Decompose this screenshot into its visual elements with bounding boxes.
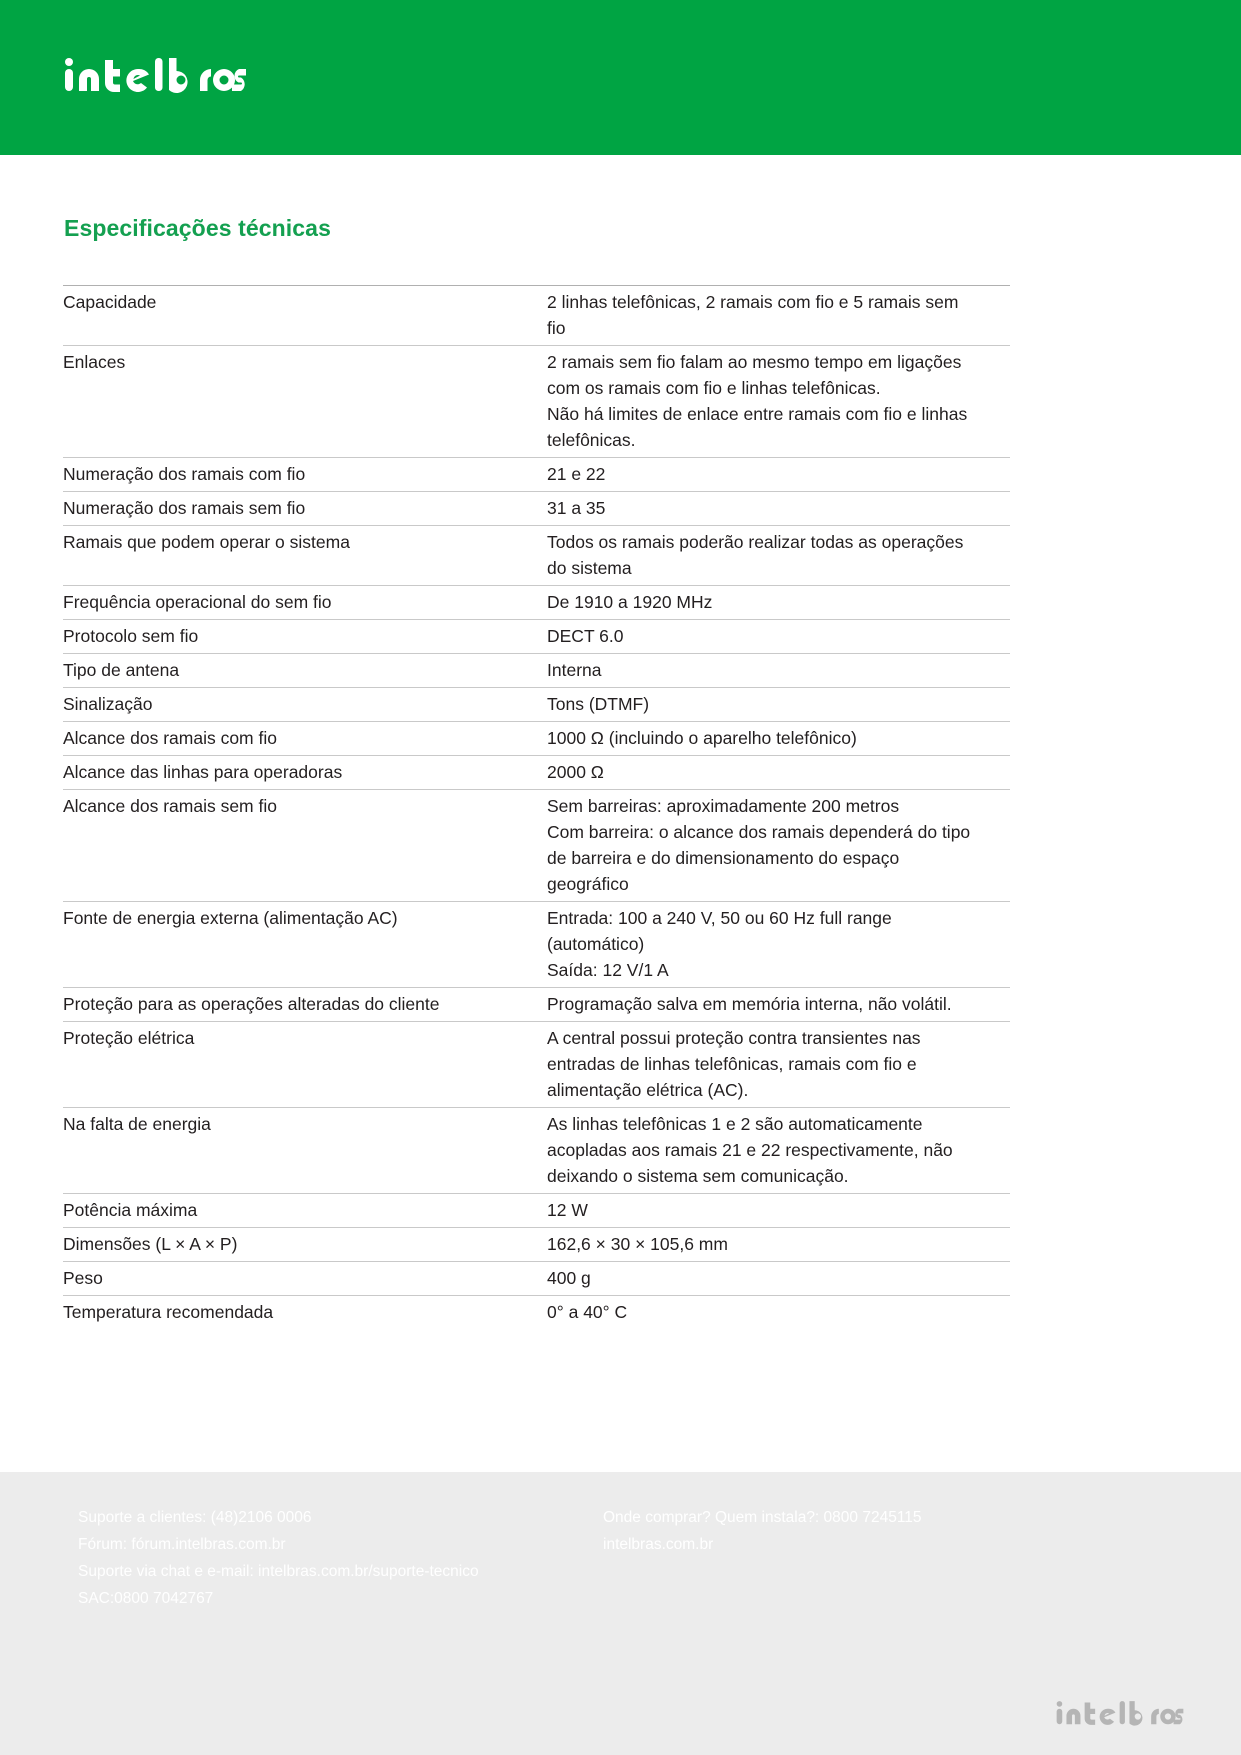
spec-value-line: A central possui proteção contra transientes nas <box>547 1028 921 1048</box>
table-body <box>63 286 1010 1330</box>
spec-value-line: do sistema <box>547 558 632 578</box>
spec-value <box>547 586 1010 620</box>
spec-value-line: deixando o sistema sem comunicação. <box>547 1166 849 1186</box>
spec-value <box>547 654 1010 688</box>
spec-value <box>547 620 1010 654</box>
spec-value-line: Não há limites de enlace entre ramais com fio e linhas <box>547 404 968 424</box>
spec-key: Potência máxima <box>63 1200 198 1220</box>
spec-value-line: de barreira e do dimensionamento do espaço <box>547 848 900 868</box>
table-row <box>63 620 1010 654</box>
spec-value-line: 12 W <box>547 1200 588 1220</box>
spec-value-line: telefônicas. <box>547 430 636 450</box>
table-row <box>63 1228 1010 1262</box>
spec-key: Proteção para as operações alteradas do cliente <box>63 994 440 1014</box>
intelbras-logo-icon <box>1055 1699 1185 1727</box>
spec-value-line: fio <box>547 318 566 338</box>
spec-key: Alcance dos ramais com fio <box>63 728 277 748</box>
spec-value <box>547 1108 1010 1194</box>
table-row <box>63 586 1010 620</box>
spec-value <box>547 1194 1010 1228</box>
spec-key: Alcance dos ramais sem fio <box>63 796 277 816</box>
spec-value <box>547 790 1010 902</box>
table-row <box>63 1296 1010 1330</box>
footer-line: Fórum: fórum.intelbras.com.br <box>78 1536 286 1553</box>
spec-value <box>547 1022 1010 1108</box>
page-title: Especificações técnicas <box>64 215 331 241</box>
table-row <box>63 1194 1010 1228</box>
footer-line: Suporte a clientes: (48)2106 0006 <box>78 1509 312 1526</box>
spec-value-line: Todos os ramais poderão realizar todas as operações <box>547 532 964 552</box>
spec-value-line: 21 e 22 <box>547 464 606 484</box>
footer-line: SAC:0800 7042767 <box>78 1590 214 1607</box>
intelbras-logo <box>63 48 248 102</box>
footer-line: intelbras.com.br <box>603 1536 714 1553</box>
table-row <box>63 458 1010 492</box>
table-row <box>63 346 1010 458</box>
spec-value-line: 162,6 × 30 × 105,6 mm <box>547 1234 728 1254</box>
page-footer <box>0 1472 1241 1755</box>
spec-value-line: (automático) <box>547 934 645 954</box>
spec-value-line: DECT 6.0 <box>547 626 624 646</box>
spec-value <box>547 492 1010 526</box>
spec-value <box>547 458 1010 492</box>
table-row <box>63 722 1010 756</box>
spec-value <box>547 722 1010 756</box>
table-row <box>63 1022 1010 1108</box>
table-row <box>63 1262 1010 1296</box>
spec-value-line: Saída: 12 V/1 A <box>547 960 669 980</box>
table-row <box>63 1108 1010 1194</box>
spec-value <box>547 756 1010 790</box>
spec-value-line: As linhas telefônicas 1 e 2 são automaticamente <box>547 1114 923 1134</box>
spec-key: Tipo de antena <box>63 660 180 680</box>
spec-value-line: 1000 Ω (incluindo o aparelho telefônico) <box>547 728 857 748</box>
spec-value-line: De 1910 a 1920 MHz <box>547 592 713 612</box>
spec-key: Fonte de energia externa (alimentação AC) <box>63 908 398 928</box>
spec-value <box>547 286 1010 346</box>
spec-key: Dimensões (L × A × P) <box>63 1234 238 1254</box>
footer-support-info <box>78 1504 479 1612</box>
spec-value-line: com os ramais com fio e linhas telefônicas. <box>547 378 881 398</box>
table-row <box>63 654 1010 688</box>
table-row <box>63 790 1010 902</box>
spec-key: Numeração dos ramais sem fio <box>63 498 306 518</box>
table-row <box>63 902 1010 988</box>
spec-value-line: acopladas aos ramais 21 e 22 respectivamente, não <box>547 1140 953 1160</box>
spec-value-line: geográfico <box>547 874 629 894</box>
spec-key: Peso <box>63 1268 103 1288</box>
spec-value-line: 2000 Ω <box>547 762 604 782</box>
spec-value-line: Tons (DTMF) <box>547 694 650 714</box>
spec-key: Ramais que podem operar o sistema <box>63 532 350 552</box>
spec-key: Sinalização <box>63 694 153 714</box>
spec-key: Alcance das linhas para operadoras <box>63 762 343 782</box>
footer-line: Suporte via chat e e-mail: intelbras.com.br/suporte-tecnico <box>78 1563 479 1580</box>
spec-value-line: Interna <box>547 660 602 680</box>
spec-value <box>547 346 1010 458</box>
spec-value <box>547 1296 1010 1330</box>
spec-value-line: Sem barreiras: aproximadamente 200 metros <box>547 796 900 816</box>
spec-value-line: Entrada: 100 a 240 V, 50 ou 60 Hz full range <box>547 908 892 928</box>
spec-value <box>547 988 1010 1022</box>
spec-value-line: 2 linhas telefônicas, 2 ramais com fio e 5 ramais sem <box>547 292 959 312</box>
spec-value-line: entradas de linhas telefônicas, ramais com fio e <box>547 1054 917 1074</box>
table-row <box>63 492 1010 526</box>
spec-key: Proteção elétrica <box>63 1028 195 1048</box>
table-row <box>63 526 1010 586</box>
table-row <box>63 756 1010 790</box>
intelbras-logo-icon <box>63 55 248 95</box>
table-row <box>63 688 1010 722</box>
page-header <box>0 0 1241 155</box>
spec-key: Capacidade <box>63 292 157 312</box>
spec-value <box>547 1228 1010 1262</box>
spec-value-line: Com barreira: o alcance dos ramais dependerá do tipo <box>547 822 971 842</box>
spec-key: Numeração dos ramais com fio <box>63 464 306 484</box>
technical-specifications-table <box>63 285 1010 1329</box>
table-row <box>63 286 1010 346</box>
footer-where-to-buy-info <box>603 1504 922 1558</box>
spec-key: Protocolo sem fio <box>63 626 199 646</box>
spec-key: Frequência operacional do sem fio <box>63 592 332 612</box>
spec-value-line: Programação salva em memória interna, não volátil. <box>547 994 952 1014</box>
table-row <box>63 988 1010 1022</box>
spec-value-line: 0° a 40° C <box>547 1302 628 1322</box>
spec-value <box>547 526 1010 586</box>
spec-key: Temperatura recomendada <box>63 1302 274 1322</box>
spec-value-line: alimentação elétrica (AC). <box>547 1080 749 1100</box>
spec-value-line: 400 g <box>547 1268 591 1288</box>
spec-value <box>547 688 1010 722</box>
spec-value <box>547 902 1010 988</box>
spec-key: Na falta de energia <box>63 1114 211 1134</box>
footer-intelbras-logo <box>1055 1699 1185 1727</box>
spec-value-line: 31 a 35 <box>547 498 606 518</box>
footer-line: Onde comprar? Quem instala?: 0800 7245115 <box>603 1509 922 1526</box>
spec-value-line: 2 ramais sem fio falam ao mesmo tempo em ligações <box>547 352 962 372</box>
spec-key: Enlaces <box>63 352 126 372</box>
spec-value <box>547 1262 1010 1296</box>
